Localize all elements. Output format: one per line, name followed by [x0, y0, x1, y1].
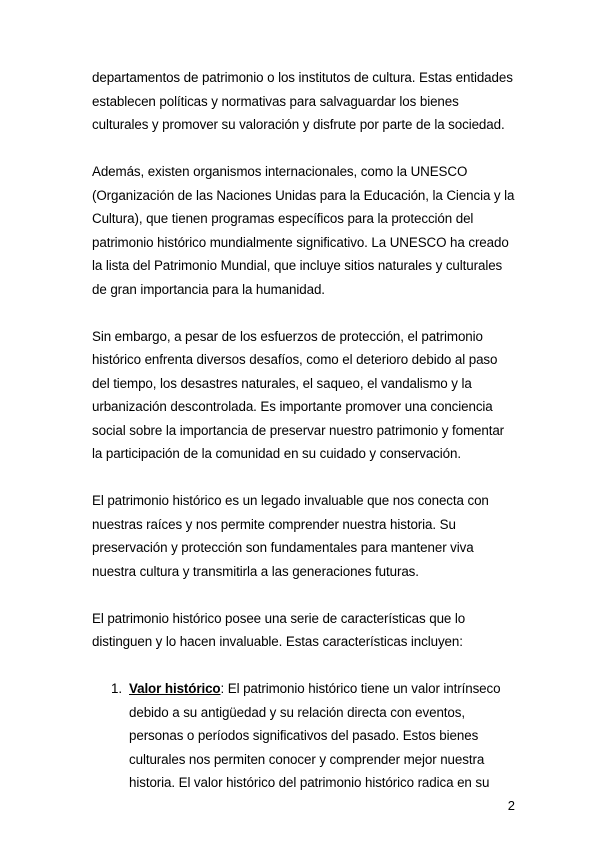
text-line: personas o períodos significativos del pasado. Estos bienes [129, 728, 479, 743]
paragraph-4 [92, 489, 522, 583]
page-content [92, 66, 522, 795]
text-line: culturales nos permiten conocer y comprender mejor nuestra [129, 751, 485, 767]
text-line: distinguen y lo hacen invaluable. Estas características incluyen: [92, 634, 463, 649]
text-line: Sin embargo, a pesar de los esfuerzos de protección, el patrimonio [92, 328, 483, 344]
text-line: El patrimonio histórico posee una serie de características que lo [92, 610, 466, 626]
text-line: departamentos de patrimonio o los institutos de cultura. Estas entidades [92, 70, 513, 85]
text-line: nuestras raíces y nos permite comprender nuestra historia. Su [92, 516, 456, 532]
text-line: establecen políticas y normativas para salvaguardar los bienes [92, 93, 459, 109]
paragraph-5 [92, 607, 522, 654]
text-line: del tiempo, los desastres naturales, el saqueo, el vandalismo y la [92, 375, 472, 391]
list-item-first-line: : El patrimonio histórico tiene un valor intrínseco [220, 681, 501, 696]
text-line: la participación de la comunidad en su cuidado y conservación. [92, 446, 461, 461]
paragraph-1 [92, 66, 522, 137]
paragraph-2 [92, 160, 522, 301]
page-number: 2 [507, 798, 515, 813]
text-line: historia. El valor histórico del patrimonio histórico radica en su [129, 775, 490, 790]
text-line: histórico enfrenta diversos desafíos, como el deterioro debido al paso [92, 352, 498, 367]
text-line: preservación y protección son fundamentales para mantener viva [92, 540, 474, 555]
text-line: social sobre la importancia de preservar nuestro patrimonio y fomentar [92, 422, 505, 438]
text-line: debido a su antigüedad y su relación directa con eventos, [129, 704, 465, 720]
paragraph-3 [92, 325, 522, 466]
text-line: culturales y promover su valoración y disfrute por parte de la sociedad. [92, 117, 505, 132]
text-line: Además, existen organismos internacionales, como la UNESCO [92, 164, 468, 179]
characteristics-list [92, 677, 522, 795]
text-line: Cultura), que tienen programas específicos para la protección del [92, 211, 474, 226]
text-line: de gran importancia para la humanidad. [92, 281, 325, 297]
text-line: la lista del Patrimonio Mundial, que incluye sitios naturales y culturales [92, 258, 503, 273]
list-item-term: Valor histórico [129, 681, 221, 696]
text-line: nuestra cultura y transmitirla a las generaciones futuras. [92, 563, 419, 579]
text-line: (Organización de las Naciones Unidas para la Educación, la Ciencia y la [92, 187, 515, 203]
text-line: El patrimonio histórico es un legado invaluable que nos conecta con [92, 493, 489, 508]
list-item-number: 1. [111, 681, 122, 696]
list-item [92, 677, 522, 795]
text-line [129, 677, 522, 701]
text-line: urbanización descontrolada. Es importante promover una conciencia [92, 399, 493, 414]
text-line: patrimonio histórico mundialmente significativo. La UNESCO ha creado [92, 234, 509, 250]
